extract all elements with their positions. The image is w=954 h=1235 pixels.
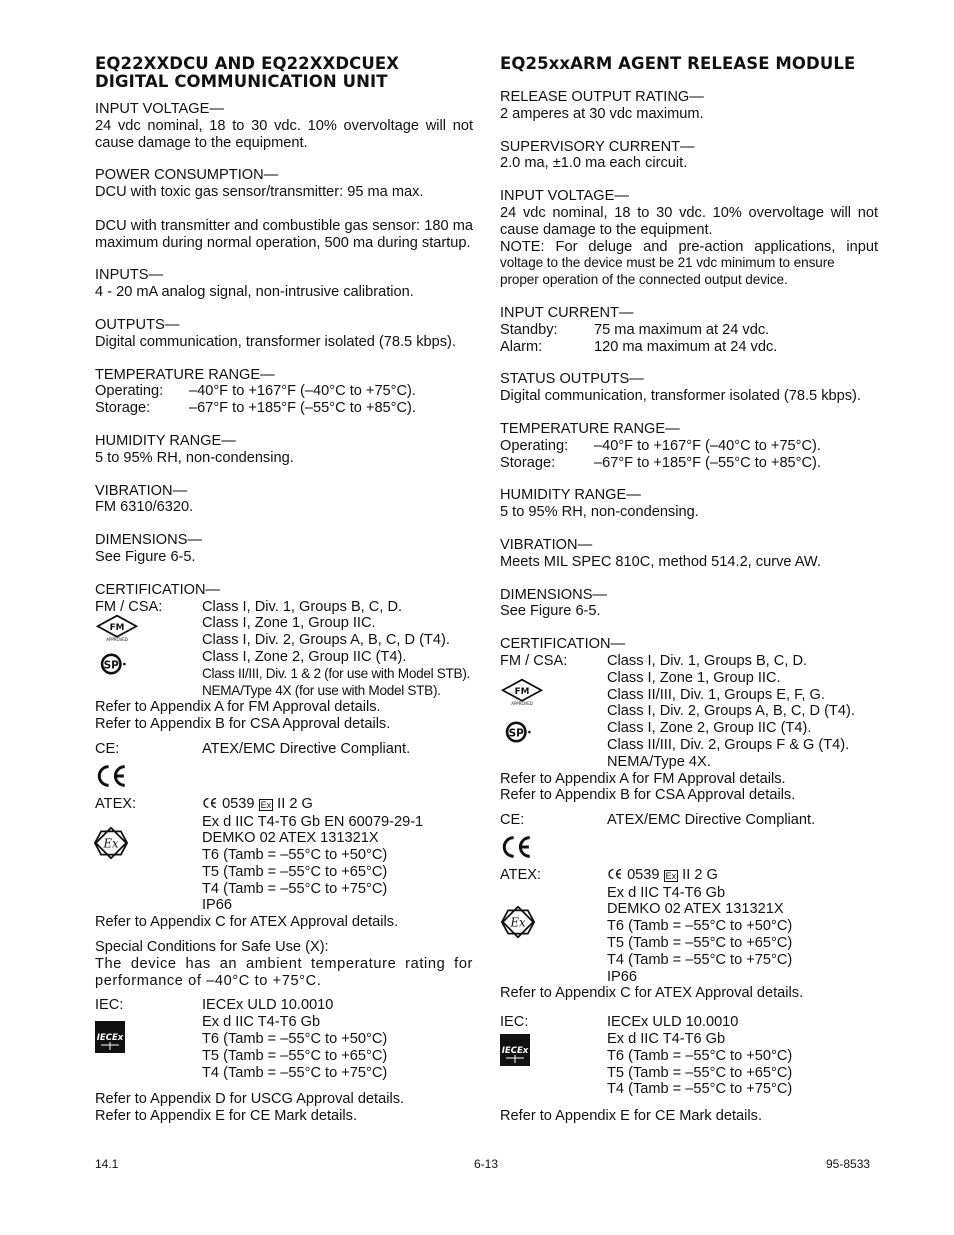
- arm-vibration-text: Meets MIL SPEC 810C, method 514.2, curve AW.: [500, 553, 821, 570]
- vibration-section: [95, 483, 473, 517]
- iec-line-4: T5 (Tamb = –55°C to +65°C): [202, 1047, 388, 1064]
- fm-line-1: Class I, Div. 1, Groups B, C, D.: [202, 598, 403, 615]
- arm-atex-ref: Refer to Appendix C for ATEX Approval details.: [500, 985, 804, 1002]
- atex-line-1: [202, 796, 473, 814]
- humidity-section: [95, 433, 473, 467]
- arm-iec-line-1: IECEx ULD 10.0010: [607, 1014, 739, 1031]
- footer-revision: 14.1: [95, 1157, 119, 1171]
- temperature-section: [95, 367, 473, 417]
- fm-line-2: Class I, Zone 1, Group IIC.: [202, 615, 376, 632]
- arm-atex-line-7: IP66: [607, 968, 638, 985]
- atex-line-6: T4 (Tamb = –55°C to +75°C): [202, 880, 388, 897]
- status-heading: STATUS OUTPUTS—: [500, 371, 644, 388]
- fm-csa-label: FM / CSA:: [95, 598, 163, 615]
- atex-number: 0539: [222, 795, 255, 812]
- humidity-heading: HUMIDITY RANGE—: [95, 432, 236, 449]
- arm-note-1: NOTE: For deluge and pre-action applications, input: [500, 238, 878, 255]
- arm-dimensions-heading: DIMENSIONS—: [500, 586, 608, 603]
- arm-iec-line-5: T4 (Tamb = –55°C to +75°C): [607, 1081, 793, 1098]
- arm-iec-label: IEC:: [500, 1014, 529, 1031]
- outputs-heading: OUTPUTS—: [95, 316, 180, 333]
- arm-dimensions-text: See Figure 6-5.: [500, 603, 601, 620]
- left-column: [95, 55, 473, 1125]
- storage-value: –67°F to +185°F (–55°C to +85°C).: [189, 400, 416, 417]
- arm-atex-line-3: DEMKO 02 ATEX 131321X: [607, 901, 784, 918]
- arm-atex-row: [500, 867, 878, 986]
- certification-heading: CERTIFICATION—: [95, 581, 221, 598]
- status-outputs-section: [500, 371, 878, 405]
- arm-fm-ref: Refer to Appendix A for FM Approval details.: [500, 770, 786, 787]
- uscg-ref: Refer to Appendix D for USCG Approval details.: [95, 1091, 405, 1108]
- iec-row: [95, 997, 473, 1081]
- dimensions-heading: DIMENSIONS—: [95, 532, 203, 549]
- arm-humidity-text: 5 to 95% RH, non-condensing.: [500, 504, 699, 521]
- arm-input-voltage-text: 24 vdc nominal, 18 to 30 vdc. 10% overvoltage will not cause damage to the equipment.: [500, 204, 878, 238]
- arm-note-2: voltage to the device must be 21 vdc minimum to ensure: [500, 255, 835, 271]
- arm-ce-label: CE:: [500, 812, 525, 829]
- right-title: EQ25xxARM AGENT RELEASE MODULE: [500, 54, 856, 73]
- iecex-icon: [95, 1021, 125, 1053]
- arm-certification-heading: CERTIFICATION—: [500, 636, 626, 653]
- fm-approved-icon: [95, 613, 139, 643]
- alarm-value: 120 ma maximum at 24 vdc.: [594, 338, 778, 355]
- arm-humidity-heading: HUMIDITY RANGE—: [500, 487, 641, 504]
- power-line2: DCU with transmitter and combustible gas sensor: 180 ma maximum during normal operation, 500 ma during startup.: [95, 217, 473, 251]
- atex-row: [95, 796, 473, 915]
- iec-line-3: T6 (Tamb = –55°C to +50°C): [202, 1031, 388, 1048]
- arm-operating-value: –40°F to +167°F (–40°C to +75°C).: [594, 437, 821, 454]
- inputs-section: [95, 267, 473, 301]
- arm-ce-row: [500, 812, 878, 829]
- dimensions-section: [95, 532, 473, 566]
- arm-atex-label: ATEX:: [500, 866, 542, 883]
- vibration-heading: VIBRATION—: [95, 482, 188, 499]
- power-line1: DCU with toxic gas sensor/transmitter: 95 ma max.: [95, 184, 424, 201]
- supervisory-heading: SUPERVISORY CURRENT—: [500, 138, 695, 155]
- footer-page-number: 6-13: [474, 1157, 499, 1171]
- inputs-text: 4 - 20 mA analog signal, non-intrusive calibration.: [95, 284, 414, 301]
- arm-fm-approved-icon: [500, 677, 544, 707]
- arm-iec-line-4: T5 (Tamb = –55°C to +65°C): [607, 1064, 793, 1081]
- ex-small-icon: Ex: [260, 799, 272, 810]
- status-text: Digital communication, transformer isolated (78.5 kbps).: [500, 388, 861, 405]
- input-current-section: [500, 305, 878, 355]
- atex-line-4: T6 (Tamb = –55°C to +50°C): [202, 847, 388, 864]
- arm-atex-line-1: [607, 867, 878, 885]
- atex-line-3: DEMKO 02 ATEX 131321X: [202, 830, 379, 847]
- input-voltage-heading: INPUT VOLTAGE—: [95, 101, 224, 117]
- arm-atex-line-6: T4 (Tamb = –55°C to +75°C): [607, 951, 793, 968]
- ce-small-icon: [202, 797, 218, 809]
- iec-line-2: Ex d IIC T4-T6 Gb: [202, 1014, 321, 1031]
- left-title-line2: DIGITAL COMMUNICATION UNIT: [95, 72, 388, 91]
- certification-section: [95, 582, 473, 1125]
- arm-fm-line-4: Class I, Div. 2, Groups A, B, C, D (T4).: [607, 703, 855, 720]
- release-text: 2 amperes at 30 vdc maximum.: [500, 105, 704, 122]
- fm-line-6: NEMA/Type 4X (for use with Model STB).: [202, 682, 441, 698]
- inputs-heading: INPUTS—: [95, 267, 164, 284]
- arm-csa-ref: Refer to Appendix B for CSA Approval details.: [500, 787, 796, 804]
- arm-ce-text: ATEX/EMC Directive Compliant.: [607, 812, 816, 829]
- arm-iec-line-3: T6 (Tamb = –55°C to +50°C): [607, 1047, 793, 1064]
- outputs-text: Digital communication, transformer isolated (78.5 kbps).: [95, 333, 456, 350]
- fm-line-5: Class II/III, Div. 1 & 2 (for use with Model STB).: [202, 665, 471, 681]
- arm-fm-line-2: Class I, Zone 1, Group IIC.: [607, 669, 781, 686]
- arm-ex-icon: [500, 905, 536, 939]
- arm-csa-icon: [504, 717, 532, 747]
- arm-iec-line-2: Ex d IIC T4-T6 Gb: [607, 1031, 726, 1048]
- arm-atex-line-2: Ex d IIC T4-T6 Gb: [607, 884, 726, 901]
- ce-row: [95, 741, 473, 758]
- dimensions-text: See Figure 6-5.: [95, 548, 196, 565]
- arm-input-voltage-heading: INPUT VOLTAGE—: [500, 188, 629, 205]
- supervisory-text: 2.0 ma, ±1.0 ma each circuit.: [500, 155, 688, 172]
- special-conditions-text: The device has an ambient temperature rating for performance of –40°C to +75°C.: [95, 955, 473, 989]
- supervisory-section: [500, 139, 878, 173]
- iec-label: IEC:: [95, 997, 124, 1014]
- standby-value: 75 ma maximum at 24 vdc.: [594, 321, 770, 338]
- arm-storage-value: –67°F to +185°F (–55°C to +85°C).: [594, 454, 821, 471]
- arm-certification-section: [500, 636, 878, 1125]
- input-voltage-section: [95, 101, 473, 151]
- arm-atex-line-4: T6 (Tamb = –55°C to +50°C): [607, 918, 793, 935]
- arm-fm-line-3: Class II/III, Div. 1, Groups E, F, G.: [607, 686, 825, 703]
- arm-temperature-heading: TEMPERATURE RANGE—: [500, 420, 680, 437]
- ce-text: ATEX/EMC Directive Compliant.: [202, 740, 411, 757]
- arm-dimensions-section: [500, 587, 878, 621]
- arm-atex-number: 0539: [627, 866, 660, 883]
- power-consumption-section: [95, 167, 473, 251]
- iec-line-5: T4 (Tamb = –55°C to +75°C): [202, 1064, 388, 1081]
- special-conditions-heading: Special Conditions for Safe Use (X):: [95, 939, 329, 956]
- operating-value: –40°F to +167°F (–40°C to +75°C).: [189, 383, 416, 400]
- right-column: [500, 55, 878, 1125]
- arm-input-voltage-section: [500, 188, 878, 289]
- arm-ce-mark-icon: [500, 833, 534, 861]
- input-current-heading: INPUT CURRENT—: [500, 304, 634, 321]
- ce-label: CE:: [95, 740, 120, 757]
- humidity-text: 5 to 95% RH, non-condensing.: [95, 449, 294, 466]
- arm-fm-line-7: NEMA/Type 4X.: [607, 753, 711, 770]
- fm-csa-row: [95, 599, 473, 700]
- csa-icon: [99, 649, 127, 679]
- ce-mark-icon: [95, 762, 129, 790]
- vibration-text: FM 6310/6320.: [95, 499, 194, 516]
- alarm-label: Alarm:: [500, 338, 543, 355]
- temperature-heading: TEMPERATURE RANGE—: [95, 366, 275, 383]
- input-voltage-text: 24 vdc nominal, 18 to 30 vdc. 10% overvoltage will not cause damage to the equipment.: [95, 117, 473, 151]
- left-title: [95, 55, 473, 91]
- arm-atex-line-5: T5 (Tamb = –55°C to +65°C): [607, 935, 793, 952]
- arm-ex-small-icon: Ex: [665, 870, 677, 881]
- arm-iecex-icon: [500, 1034, 530, 1066]
- iec-line-1: IECEx ULD 10.0010: [202, 997, 334, 1014]
- atex-ref: Refer to Appendix C for ATEX Approval details.: [95, 914, 399, 931]
- arm-vibration-section: [500, 537, 878, 571]
- arm-fm-line-1: Class I, Div. 1, Groups B, C, D.: [607, 652, 808, 669]
- csa-ref: Refer to Appendix B for CSA Approval details.: [95, 716, 391, 733]
- power-heading: POWER CONSUMPTION—: [95, 167, 279, 184]
- release-output-section: [500, 89, 878, 123]
- arm-ce-mark-ref: Refer to Appendix E for CE Mark details.: [500, 1108, 762, 1125]
- ce-mark-ref: Refer to Appendix E for CE Mark details.: [95, 1108, 357, 1125]
- storage-label: Storage:: [95, 400, 151, 417]
- arm-humidity-section: [500, 487, 878, 521]
- footer-doc-number: 95-8533: [826, 1157, 871, 1171]
- fm-line-4: Class I, Zone 2, Group IIC (T4).: [202, 648, 407, 665]
- arm-vibration-heading: VIBRATION—: [500, 536, 593, 553]
- arm-operating-label: Operating:: [500, 437, 569, 454]
- atex-label: ATEX:: [95, 795, 137, 812]
- arm-iec-row: [500, 1014, 878, 1098]
- arm-fm-line-6: Class II/III, Div. 2, Groups F & G (T4).: [607, 736, 850, 753]
- arm-fm-csa-row: [500, 653, 878, 771]
- operating-label: Operating:: [95, 383, 164, 400]
- arm-temperature-section: [500, 421, 878, 471]
- atex-group: II 2 G: [277, 795, 313, 812]
- left-title-line1: EQ22XXDCU AND EQ22XXDCUEX: [95, 54, 400, 73]
- arm-atex-group: II 2 G: [682, 866, 718, 883]
- outputs-section: [95, 317, 473, 351]
- arm-fm-csa-label: FM / CSA:: [500, 652, 568, 669]
- arm-note-3: proper operation of the connected output device.: [500, 272, 788, 288]
- arm-storage-label: Storage:: [500, 454, 556, 471]
- standby-label: Standby:: [500, 321, 558, 338]
- arm-fm-line-5: Class I, Zone 2, Group IIC (T4).: [607, 720, 812, 737]
- atex-line-5: T5 (Tamb = –55°C to +65°C): [202, 863, 388, 880]
- ex-icon: [93, 826, 129, 860]
- atex-line-2: Ex d IIC T4-T6 Gb EN 60079-29-1: [202, 813, 424, 830]
- release-heading: RELEASE OUTPUT RATING—: [500, 89, 704, 105]
- arm-ce-small-icon: [607, 868, 623, 880]
- fm-line-3: Class I, Div. 2, Groups A, B, C, D (T4).: [202, 632, 450, 649]
- fm-ref: Refer to Appendix A for FM Approval details.: [95, 699, 381, 716]
- atex-line-7: IP66: [202, 897, 233, 914]
